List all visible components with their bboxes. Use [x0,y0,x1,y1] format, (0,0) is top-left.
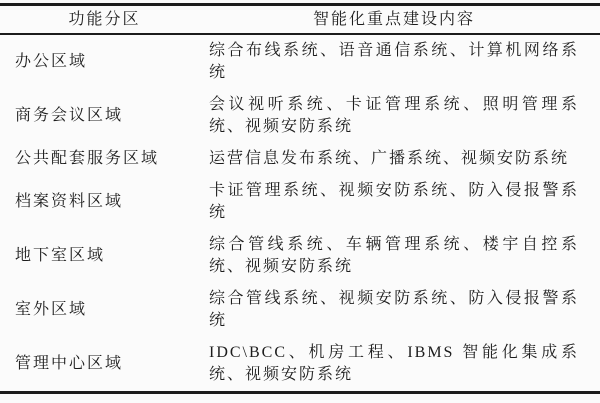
zone-cell: 商务会议区域 [15,107,124,124]
functional-zone-table [0,3,600,394]
content-cell: 运营信息发布系统、广播系统、视频安防系统 [209,150,570,167]
zone-cell: 办公区域 [15,53,88,70]
table-row [0,143,600,175]
content-cell: 会议视听系统、卡证管理系统、照明管理系统、视频安防系统 [209,96,579,135]
zone-cell: 室外区域 [15,301,88,318]
table-header-row [0,5,600,35]
column-header-zone: 功能分区 [0,5,209,35]
table-row [0,175,600,229]
content-cell: 卡证管理系统、视频安防系统、防入侵报警系统 [209,182,579,221]
zone-cell: 档案资料区域 [15,193,124,210]
content-cell: 综合布线系统、语音通信系统、计算机网络系统 [209,42,579,81]
zone-cell: 地下室区域 [15,247,106,264]
content-cell: 综合管线系统、车辆管理系统、楼宇自控系统、视频安防系统 [209,236,579,275]
content-cell: 综合管线系统、视频安防系统、防入侵报警系统 [209,290,579,329]
zone-cell: 管理中心区域 [15,355,124,372]
table-row [0,229,600,283]
table-row [0,337,600,393]
column-header-content: 智能化重点建设内容 [209,5,600,35]
table-row [0,283,600,337]
table-row [0,89,600,143]
content-cell: IDC\BCC、机房工程、IBMS 智能化集成系统、视频安防系统 [209,344,579,383]
zone-cell: 公共配套服务区域 [15,150,160,167]
table-row [0,34,600,89]
